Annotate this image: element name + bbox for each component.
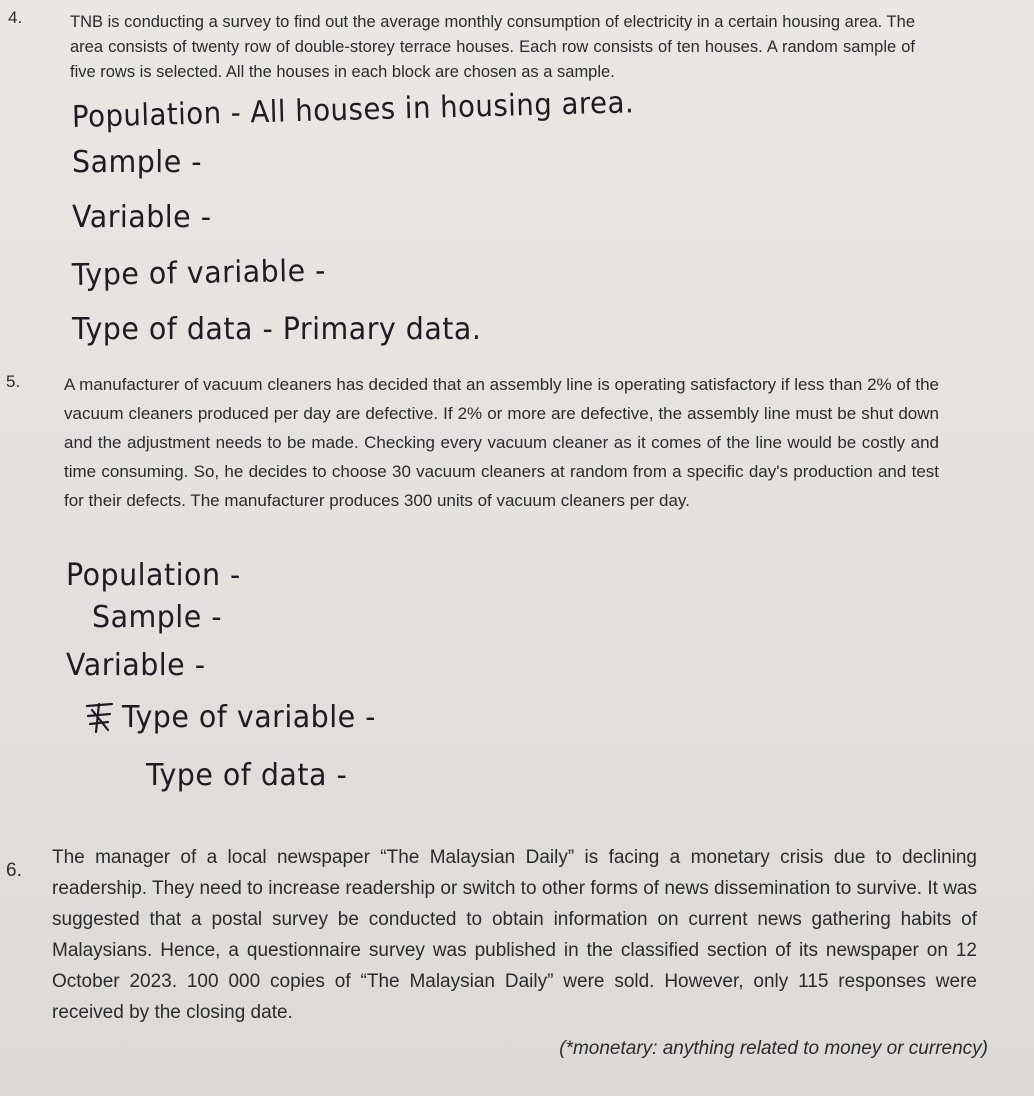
question-number: 6. [6, 860, 22, 881]
handwritten-answer-type-of-variable: Type of variable - [71, 253, 327, 293]
question-text: The manager of a local newspaper “The Malaysian Daily” is facing a monetary crisis due to declining readership. They need to increase readership or switch to other forms of news dissemination to survive. It was suggested that a postal survey be conducted to obtain information on current news gathering habits of Malaysians. Hence, a questionnaire survey was published in the classified section of its newspaper on 12 October 2023. 100 000 copies of “The Malaysian Daily” were sold. However, only 115 responses were received by the closing date. [52, 847, 977, 1023]
handwritten-answer-sample: Sample - [92, 600, 223, 635]
handwritten-answer-sample: Sample - [72, 145, 203, 180]
handwritten-answer-variable: Variable - [66, 648, 206, 683]
handwritten-answer-variable: Variable - [72, 200, 212, 235]
handwritten-answer-type-of-variable: Type of variable - [122, 700, 376, 735]
footnote: (*monetary: anything related to money or currency) [559, 1038, 988, 1059]
question-number: 4. [8, 8, 23, 27]
handwritten-answer-type-of-data: Type of data - Primary data. [72, 312, 482, 347]
question-text: A manufacturer of vacuum cleaners has decided that an assembly line is operating satisfactory if less than 2% of the vacuum cleaners produced per day are defective. If 2% or more are defective, the assembly line must be shut down and the adjustment needs to be made. Checking every vacuum cleaner as it comes of the line would be costly and time consuming. So, he decides to choose 30 vacuum cleaners at random from a specific day's production and test for their defects. The manufacturer produces 300 units of vacuum cleaners per day. [64, 375, 939, 510]
handwritten-answer-type-of-data: Type of data - [146, 758, 348, 793]
question-text: TNB is conducting a survey to find out the average monthly consumption of electricity in a certain housing area. The area consists of twenty row of double-storey terrace houses. Each row consists of ten houses. A random sample of five rows is selected. All the houses in each block are chosen as a sample. [70, 13, 915, 81]
handwritten-answer-population: Population - [66, 558, 241, 593]
crossed-out-scribble [84, 700, 116, 736]
handwritten-answer-population: Population - All houses in housing area. [71, 85, 635, 135]
question-number: 5. [6, 372, 21, 391]
